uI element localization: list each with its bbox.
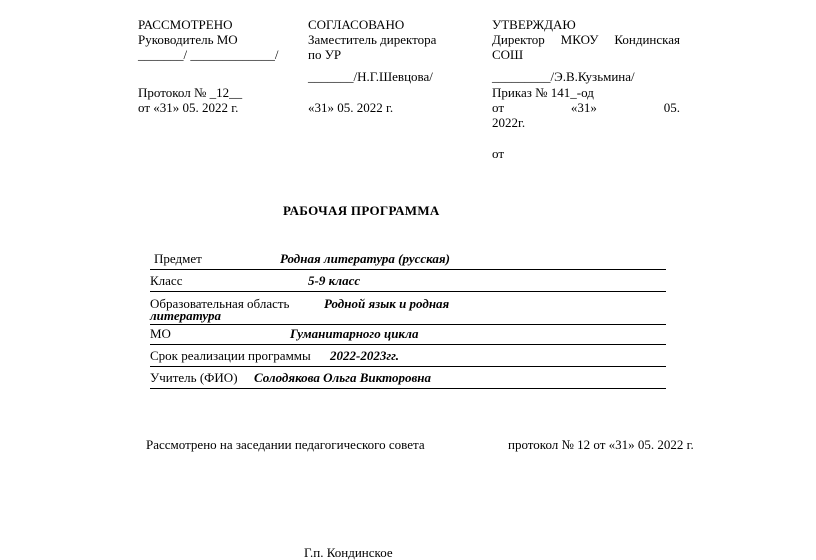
teacher-label: Учитель (ФИО) bbox=[150, 370, 238, 385]
approved-school: СОШ bbox=[492, 47, 524, 62]
approval-block-agreed bbox=[308, 17, 436, 115]
approval-block-considered bbox=[138, 17, 278, 115]
class-value: 5-9 класс bbox=[308, 273, 361, 288]
term-value: 2022-2023гг. bbox=[330, 348, 400, 363]
area-value: Родной язык и родная bbox=[324, 296, 450, 311]
council-protocol: протокол № 12 от «31» 05. 2022 г. bbox=[508, 437, 694, 452]
approved-signature: _________/Э.В.Кузьмина/ bbox=[492, 69, 635, 84]
approval-block-approved bbox=[492, 17, 680, 161]
agreed-title: СОГЛАСОВАНО bbox=[308, 17, 405, 32]
considered-title: РАССМОТРЕНО bbox=[138, 17, 233, 32]
agreed-position: Заместитель директора bbox=[308, 32, 437, 47]
teacher-value: Солодякова Ольга Викторовна bbox=[254, 370, 431, 385]
considered-protocol: Протокол № _12__ bbox=[138, 85, 243, 100]
approved-date: от «31» 05. bbox=[492, 100, 680, 115]
agreed-signature: _______/Н.Г.Шевцова/ bbox=[308, 69, 433, 84]
field-subject bbox=[150, 251, 666, 270]
approved-title: УТВЕРЖДАЮ bbox=[492, 17, 576, 32]
field-mo bbox=[150, 326, 666, 345]
area-value-cont: литература bbox=[150, 308, 221, 323]
field-class bbox=[150, 273, 666, 292]
footer-place: Г.п. Кондинское bbox=[304, 545, 393, 560]
document-title: РАБОЧАЯ ПРОГРАММА bbox=[283, 203, 440, 218]
considered-signature-line: _______/ _____________/ bbox=[138, 47, 279, 62]
approved-order: Приказ № 141_-од bbox=[492, 85, 594, 100]
class-label: Класс bbox=[150, 273, 183, 288]
approved-year: 2022г. bbox=[492, 115, 526, 130]
field-term bbox=[150, 348, 666, 367]
subject-label: Предмет bbox=[154, 251, 202, 266]
field-area bbox=[150, 296, 666, 325]
subject-value: Родная литература (русская) bbox=[280, 251, 450, 266]
approved-position: Директор МКОУ Кондинская bbox=[492, 32, 680, 47]
mo-label: МО bbox=[150, 326, 171, 341]
considered-date: от «31» 05. 2022 г. bbox=[138, 100, 239, 115]
considered-head: Руководитель МО bbox=[138, 32, 238, 47]
mo-value: Гуманитарного цикла bbox=[290, 326, 419, 341]
council-text: Рассмотрено на заседании педагогического совета bbox=[146, 437, 425, 452]
area-label: Образовательная область bbox=[150, 296, 290, 311]
approved-from: от bbox=[492, 146, 505, 161]
agreed-position-cont: по УР bbox=[308, 47, 342, 62]
term-label: Срок реализации программы bbox=[150, 348, 311, 363]
agreed-date: «31» 05. 2022 г. bbox=[308, 100, 394, 115]
field-teacher bbox=[150, 370, 666, 389]
